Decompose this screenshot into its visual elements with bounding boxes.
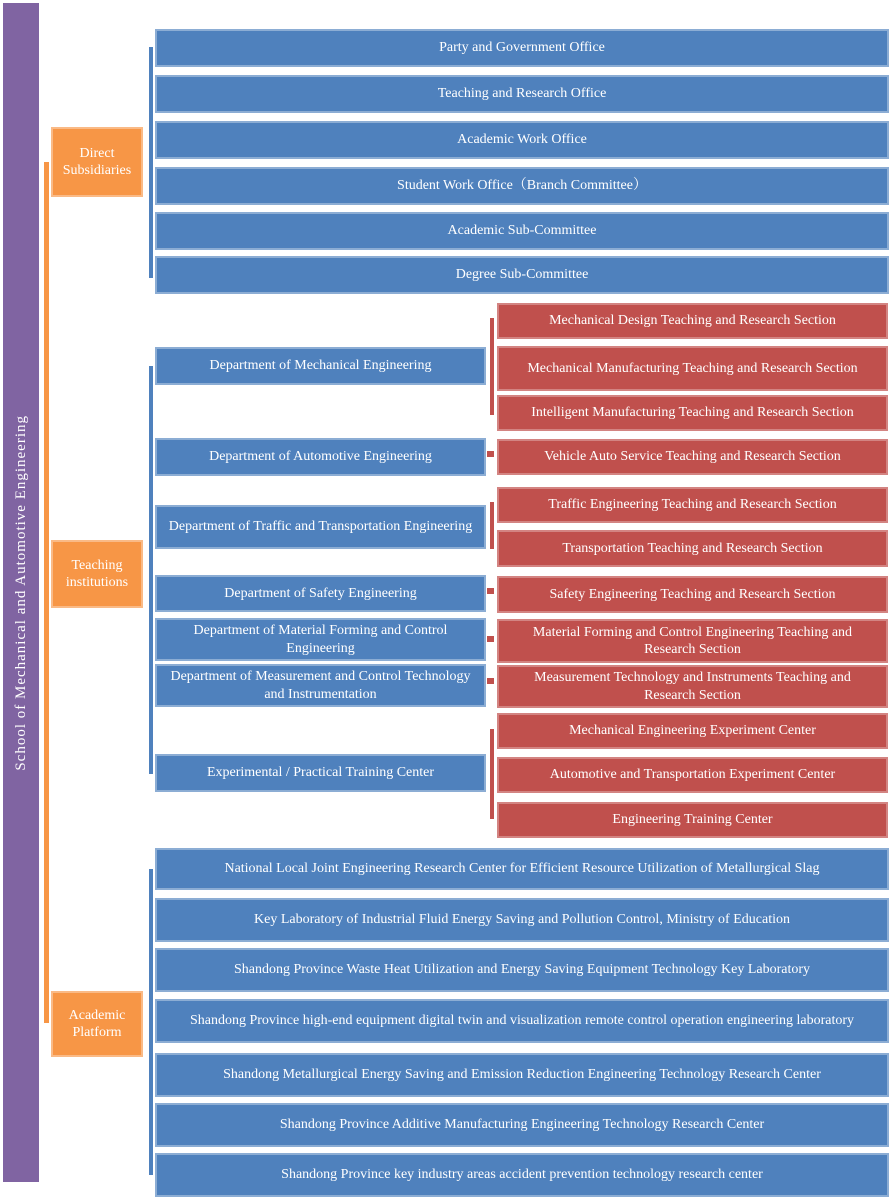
department-box	[155, 438, 486, 476]
connector-dot-safety	[487, 588, 494, 594]
connector-bracket-teaching	[149, 366, 153, 774]
section-label: Engineering Training Center	[612, 812, 773, 828]
office-label: Academic Work Office	[457, 132, 587, 148]
category-label: Academic Platform	[68, 1007, 126, 1040]
connector-dot-material	[487, 636, 494, 642]
department-box	[155, 575, 486, 612]
connector-orange-spine	[44, 162, 49, 1023]
section-label: Measurement Technology and Instruments Teaching and Research Section	[534, 670, 851, 703]
platform-label: Shandong Metallurgical Energy Saving and Emission Reduction Engineering Technology Research Center	[223, 1067, 821, 1083]
section-box	[497, 395, 888, 431]
section-label: Mechanical Engineering Experiment Center	[569, 723, 816, 739]
section-box	[497, 802, 888, 838]
connector-dot-measurement	[487, 678, 494, 684]
office-box	[155, 212, 889, 250]
section-box	[497, 665, 888, 708]
section-label: Traffic Engineering Teaching and Research Section	[548, 497, 837, 513]
department-label: Department of Traffic and Transportation Engineering	[168, 519, 473, 535]
platform-label: Shandong Province key industry areas accident prevention technology research center	[281, 1167, 763, 1183]
department-label: Department of Mechanical Engineering	[209, 358, 432, 374]
connector-bracket-mechanical-sections	[490, 318, 494, 415]
category-direct-subsidiaries	[51, 127, 143, 197]
connector-bracket-academic	[149, 869, 153, 1175]
platform-label: Shandong Province high-end equipment digital twin and visualization remote control operation engineering laboratory	[189, 1013, 855, 1029]
section-box	[497, 530, 888, 567]
office-label: Degree Sub-Committee	[455, 267, 589, 283]
section-label: Automotive and Transportation Experiment Center	[549, 767, 836, 783]
platform-label: Shandong Province Waste Heat Utilization and Energy Saving Equipment Technology Key Laboratory	[233, 962, 811, 978]
department-box	[155, 618, 486, 661]
office-label: Teaching and Research Office	[437, 86, 607, 102]
department-label: Department of Measurement and Control Technology and Instrumentation	[170, 669, 471, 702]
platform-box	[155, 948, 889, 992]
section-box	[497, 439, 888, 475]
section-box	[497, 619, 888, 663]
platform-label: Key Laboratory of Industrial Fluid Energy Saving and Pollution Control, Ministry of Education	[254, 912, 790, 928]
department-label: Department of Automotive Engineering	[209, 449, 432, 465]
section-label: Safety Engineering Teaching and Research Section	[549, 586, 836, 602]
section-label: Mechanical Design Teaching and Research Section	[549, 313, 836, 329]
category-label: Direct Subsidiaries	[62, 145, 132, 178]
root-title-bar	[3, 3, 39, 1182]
platform-box	[155, 999, 889, 1043]
connector-bracket-traffic-sections	[490, 502, 494, 549]
root-title: School of Mechanical and Automotive Engineering	[12, 414, 29, 771]
platform-box	[155, 1153, 889, 1197]
office-box	[155, 75, 889, 113]
department-label: Department of Safety Engineering	[224, 585, 417, 601]
platform-box	[155, 848, 889, 890]
department-box	[155, 505, 486, 549]
section-box	[497, 487, 888, 523]
office-box	[155, 256, 889, 294]
platform-box	[155, 898, 889, 942]
section-label: Vehicle Auto Service Teaching and Research Section	[544, 449, 841, 465]
section-label: Material Forming and Control Engineering Teaching and Research Section	[532, 624, 853, 657]
office-label: Academic Sub-Committee	[447, 223, 597, 239]
section-box	[497, 757, 888, 793]
section-box	[497, 713, 888, 749]
connector-dot-automotive	[487, 451, 494, 457]
category-academic-platform	[51, 991, 143, 1057]
section-box	[497, 576, 888, 613]
category-label: Teaching institutions	[65, 557, 129, 590]
platform-box	[155, 1053, 889, 1097]
platform-label: Shandong Province Additive Manufacturing Engineering Technology Research Center	[279, 1117, 765, 1133]
office-label: Student Work Office（Branch Committee）	[397, 178, 647, 194]
office-box	[155, 121, 889, 159]
department-box	[155, 754, 486, 792]
connector-bracket-experiment-centers	[490, 729, 494, 819]
platform-label: National Local Joint Engineering Research Center for Efficient Resource Utilization of Metallurgical Slag	[224, 861, 820, 877]
section-box	[497, 303, 888, 339]
section-box	[497, 346, 888, 391]
office-label: Party and Government Office	[439, 40, 605, 56]
section-label: Mechanical Manufacturing Teaching and Research Section	[527, 360, 858, 376]
platform-box	[155, 1103, 889, 1147]
office-box	[155, 167, 889, 205]
connector-bracket-direct	[149, 47, 153, 278]
department-label: Department of Material Forming and Control Engineering	[193, 623, 448, 656]
category-teaching-institutions	[51, 540, 143, 608]
section-label: Transportation Teaching and Research Section	[562, 540, 823, 556]
section-label: Intelligent Manufacturing Teaching and Research Section	[531, 405, 854, 421]
office-box	[155, 29, 889, 67]
department-box	[155, 347, 486, 385]
department-box	[155, 664, 486, 707]
department-label: Experimental / Practical Training Center	[206, 765, 435, 781]
